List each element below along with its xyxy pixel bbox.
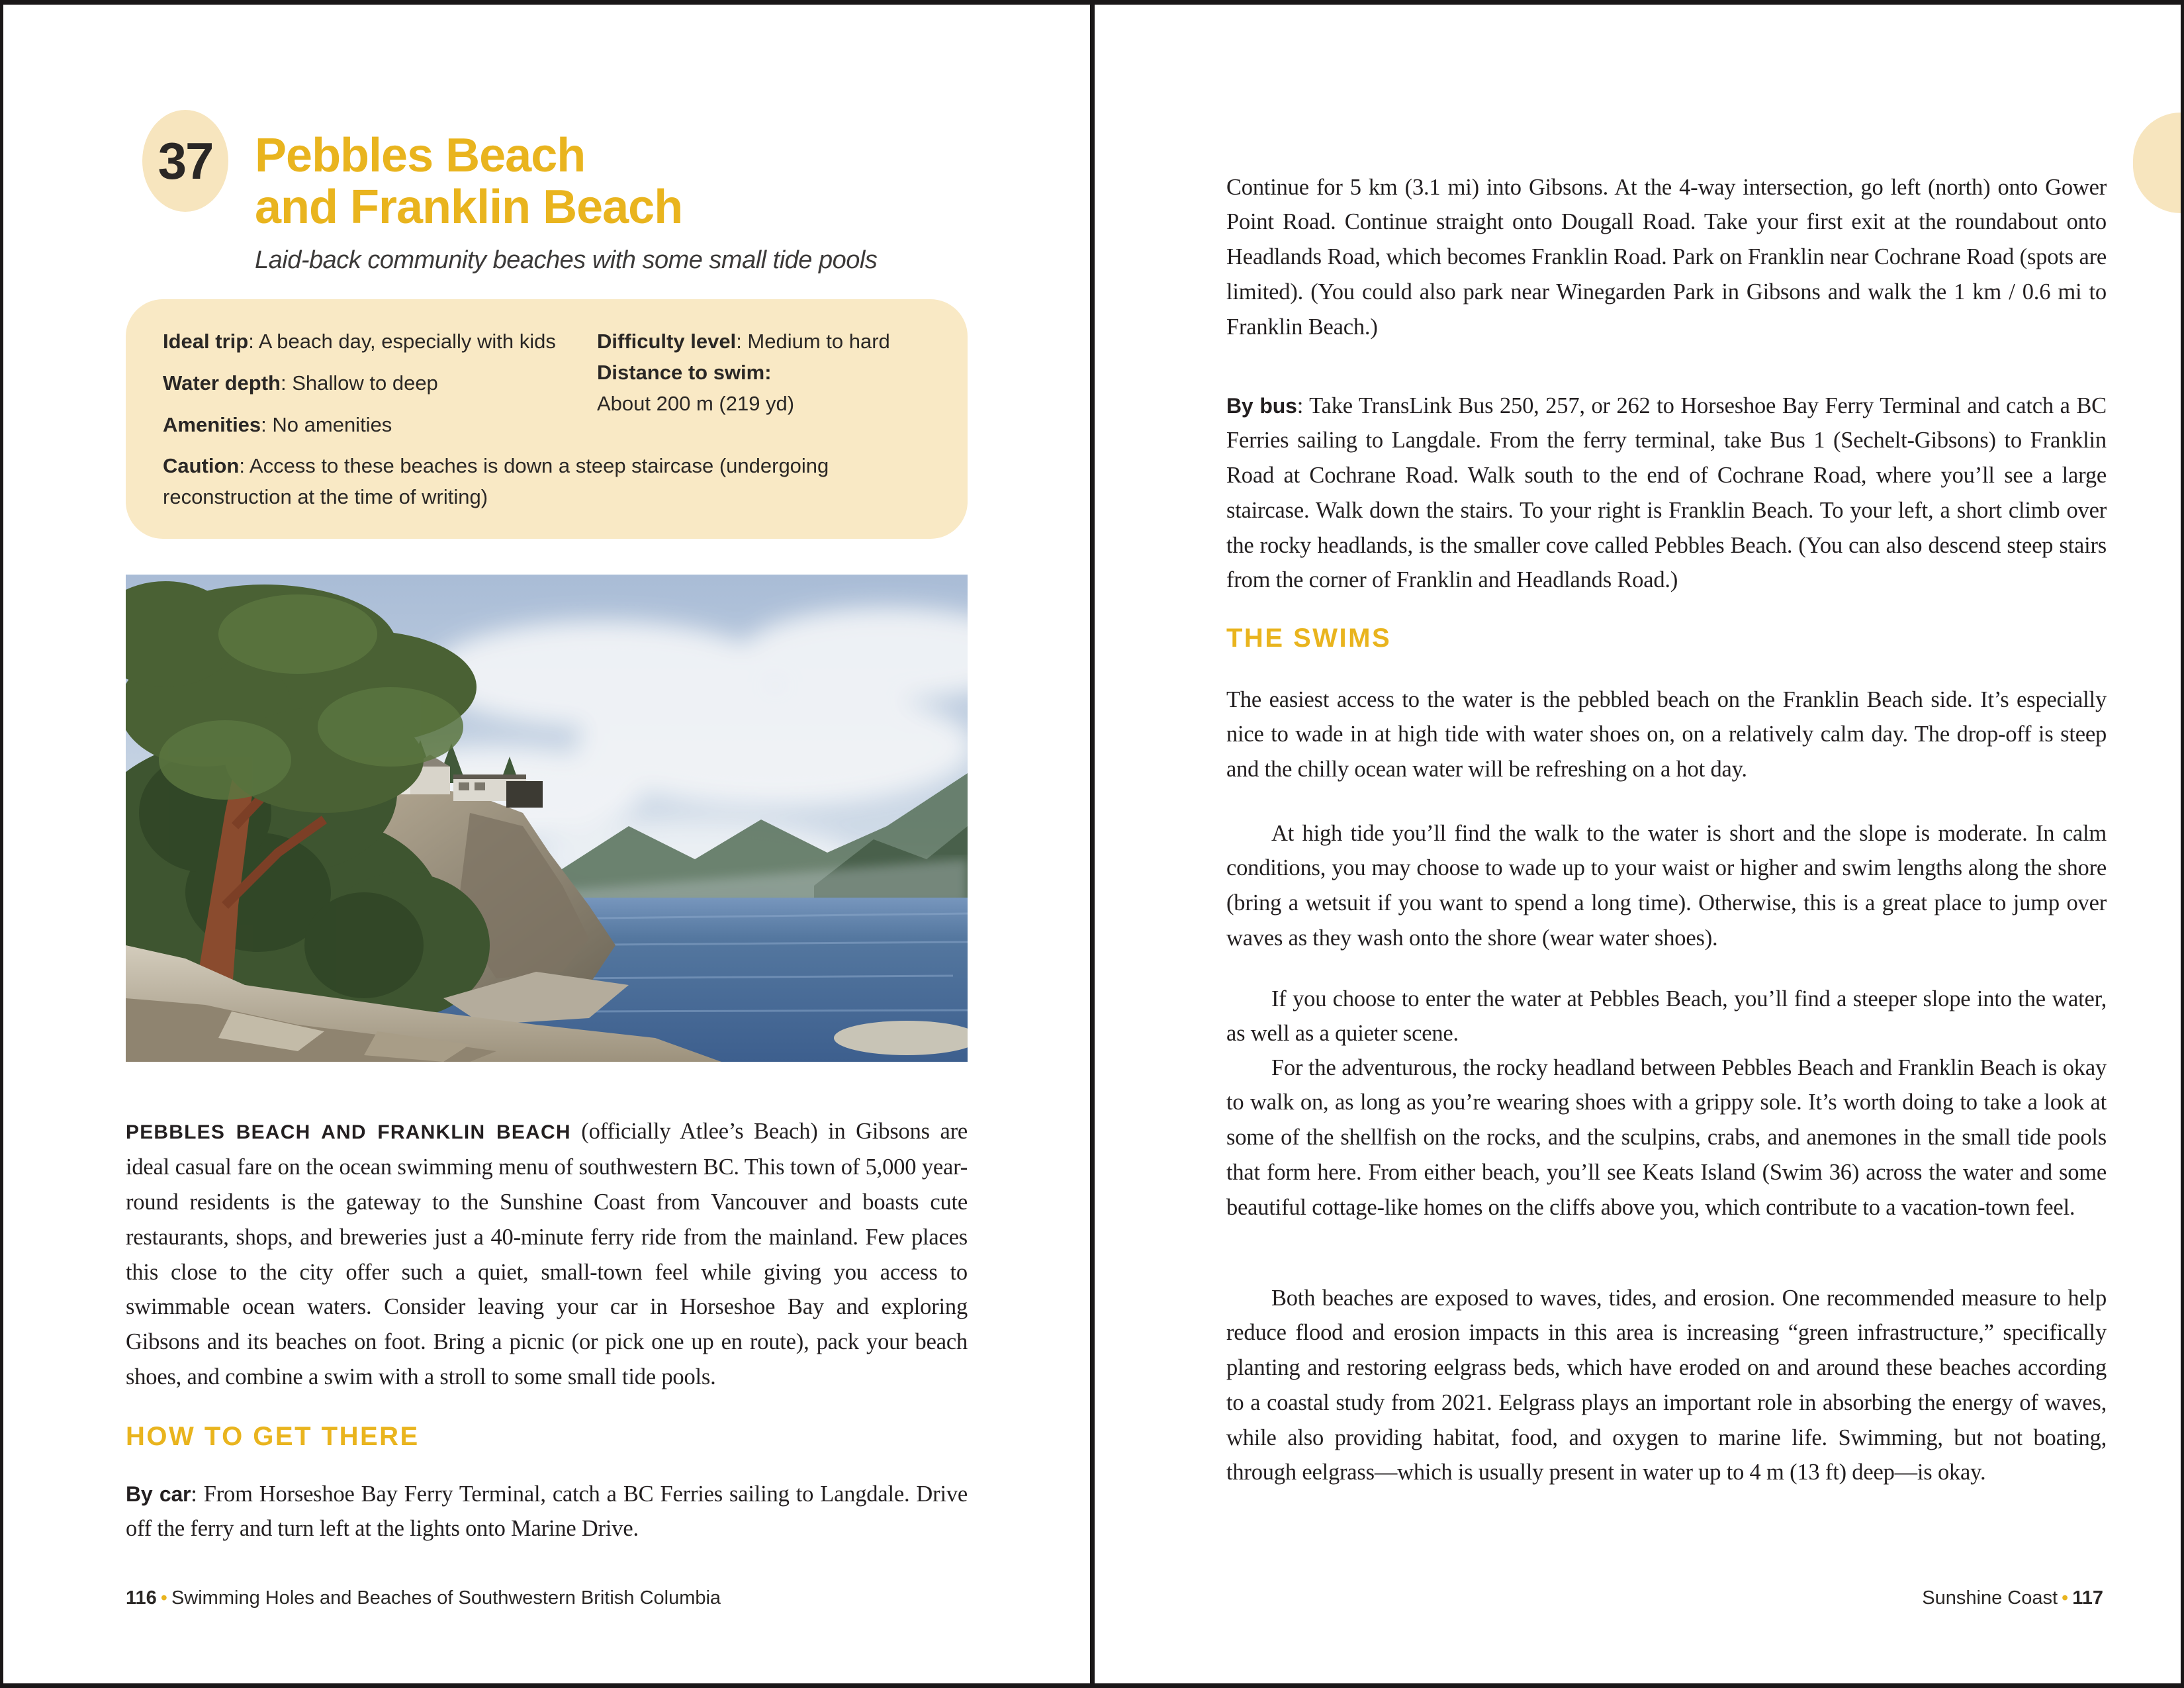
left-page-footer [126, 1587, 721, 1609]
trip-info-panel [126, 299, 968, 539]
by-bus-text: : Take TransLink Bus 250, 257, or 262 to Horseshoe Bay Ferry Terminal and catch a BC Ferries sailing to Langdale. From the ferry terminal, take Bus 1 (Sechelt-Gibsons) to Franklin Road at Cochrane Road. Walk south to the end of Cochrane Road, where you’ll see a large staircase. Walk down the stairs. To your right is Franklin Beach. To your left, a short climb over the rocky headlands, is the smaller cove called Pebbles Beach. (You can also descend steep stairs from the corner of Franklin and Headlands Road.) [1226, 393, 2107, 593]
intro-paragraph [126, 1114, 968, 1395]
info-difficulty: Difficulty level: Medium to hard [597, 330, 890, 353]
frame-left-border [0, 0, 3, 1688]
info-column-right [597, 326, 941, 419]
info-column-left [163, 326, 573, 451]
title-line-2: and Franklin Beach [255, 181, 683, 234]
left-footer-text: Swimming Holes and Beaches of Southwestern British Columbia [171, 1587, 721, 1609]
swims-paragraph-5: Both beaches are exposed to waves, tides, and erosion. One recommended measure to help reduce flood and erosion impacts in this area is increasing “green infrastructure,” specifically planting and restoring eelgrass beds, which have eroded on and around these beaches according to a coastal study from 2021. Eelgrass plays an important role in absorbing the energy of waves, while also providing habitat, food, and oxygen to marine life. Swimming, but not boating, through eelgrass—which is usually present in water up to 4 m (13 ft) deep—is okay. [1226, 1285, 2107, 1485]
info-water-depth: Water depth: Shallow to deep [163, 371, 438, 395]
footer-bullet-icon: • [160, 1587, 167, 1609]
info-caution: Caution: Access to these beaches is down a steep staircase (undergoing reconstruction at the time of writing) [163, 454, 829, 508]
how-to-get-there-heading: HOW TO GET THERE [126, 1422, 420, 1451]
swims-paragraph-3: If you choose to enter the water at Pebbles Beach, you’ll find a steeper slope into the water, as well as a quieter scene. [1226, 986, 2107, 1047]
swims-paragraph-1: The easiest access to the water is the pebbled beach on the Franklin Beach side. It’s especially nice to wade in at high tide with water shoes on, on a relatively calm day. The drop-off is steep and the chilly ocean water will be refreshing on a hot day. [1226, 686, 2107, 782]
by-car-text: : From Horseshoe Bay Ferry Terminal, catch a BC Ferries sailing to Langdale. Drive off the ferry and turn left at the lights onto Marine Drive. [126, 1481, 968, 1542]
right-page-number: 117 [2072, 1587, 2103, 1609]
page-title [255, 130, 682, 233]
title-line-1: Pebbles Beach [255, 129, 586, 182]
intro-paragraph-text: (officially Atlee’s Beach) in Gibsons are ideal casual fare on the ocean swimming menu of southwestern BC. This town of 5,000 year-round residents is the gateway to the Sunshine Coast from Vancouver and boasts cute restaurants, shops, and breweries just a 40-minute ferry ride from the mainland. Few places this close to the city offer such a quiet, small-town feel while giving you access to swimmable ocean waters. Consider leaving your car in Horseshoe Bay and exploring Gibsons and its beaches on foot. Bring a picnic (or pick one up en route), pack your beach shoes, and combine a swim with a stroll to some small tide pools. [126, 1118, 968, 1390]
left-page-number: 116 [126, 1587, 157, 1609]
by-car-paragraph [126, 1477, 968, 1547]
page-subtitle: Laid-back community beaches with some small tide pools [255, 246, 878, 274]
right-footer-text: Sunshine Coast [1922, 1587, 2058, 1609]
page-gutter-divider [1090, 0, 1095, 1688]
the-swims-heading: THE SWIMS [1226, 624, 1392, 653]
beach-photo [126, 575, 968, 1062]
swims-paragraph-2: At high tide you’ll find the walk to the water is short and the slope is moderate. In calm conditions, you may choose to wade up to your waist or higher and swim lengths along the shore (bring a wetsuit if you want to spend a long time). Otherwise, this is a great place to jump over waves as they wash onto the shore (wear water shoes). [1226, 820, 2107, 951]
beach-photo-illustration [126, 575, 968, 1062]
by-bus-label: By bus [1226, 393, 1297, 418]
footer-bullet-icon: • [2062, 1587, 2069, 1609]
frame-right-border [2181, 0, 2184, 1688]
info-amenities: Amenities: No amenities [163, 413, 392, 436]
swims-paragraph-4: For the adventurous, the rocky headland between Pebbles Beach and Franklin Beach is okay to walk on, as long as you’re wearing shoes with a grippy sole. It’s worth doing to take a look at some of the shellfish on the rocks, and the sculpins, crabs, and anemones in the small tide pools that form here. From either beach, you’ll see Keats Island (Swim 36) across the water and some beautiful cottage-like homes on the cliffs above you, which contribute to a vacation-town feel. [1226, 1055, 2107, 1220]
by-car-label: By car [126, 1481, 191, 1506]
by-bus-paragraph [1226, 389, 2107, 598]
info-ideal-trip: Ideal trip: A beach day, especially with kids [163, 330, 556, 353]
info-distance: Distance to swim: About 200 m (219 yd) [597, 361, 795, 415]
lead-in-text: PEBBLES BEACH AND FRANKLIN BEACH [126, 1121, 571, 1143]
swim-number-badge [142, 110, 228, 212]
right-page-footer [1922, 1587, 2103, 1609]
chapter-edge-tab [2133, 113, 2181, 213]
directions-continue-paragraph: Continue for 5 km (3.1 mi) into Gibsons. At the 4-way intersection, go left (north) onto Gower Point Road. Continue straight onto Dougall Road. Take your first exit at the roundabout onto Headlands Road, which becomes Franklin Road. Park on Franklin near Cochrane Road (spots are limited). (You could also park near Winegarden Park in Gibsons and walk the 1 km / 0.6 mi to Franklin Beach.) [1226, 174, 2107, 340]
swim-number: 37 [158, 131, 213, 190]
